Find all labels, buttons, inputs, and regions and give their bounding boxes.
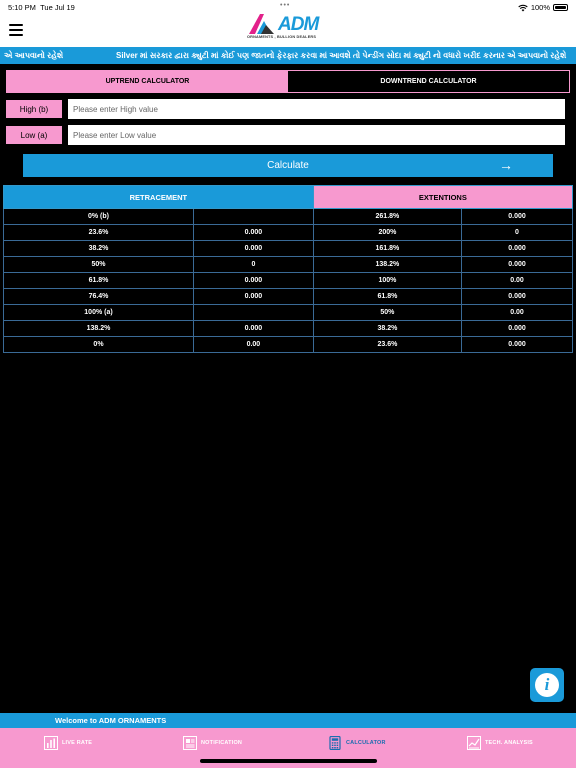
multitasking-dots[interactable]: ••• <box>280 2 291 9</box>
table-row <box>4 337 573 353</box>
low-input-row <box>6 125 565 145</box>
logo-mark-icon <box>247 13 279 35</box>
battery-icon <box>553 4 568 11</box>
retracement-value: 0.000 <box>193 225 313 241</box>
battery-percent: 100% <box>530 3 550 12</box>
table-row <box>4 241 573 257</box>
low-label: Low (a) <box>6 126 62 144</box>
tech-analysis-icon <box>467 736 481 750</box>
extention-level: 61.8% <box>313 289 461 305</box>
table-row <box>4 273 573 289</box>
retracement-value: 0.000 <box>193 241 313 257</box>
nav-label-tech-analysis: TECH. ANALYSIS <box>485 740 533 746</box>
status-right <box>518 3 568 12</box>
retracement-value: 0.000 <box>193 273 313 289</box>
retracement-level: 23.6% <box>4 225 194 241</box>
wifi-icon <box>518 4 528 12</box>
fibonacci-table <box>3 185 573 353</box>
retracement-value: 0 <box>193 257 313 273</box>
retracement-level: 61.8% <box>4 273 194 289</box>
extentions-header: EXTENTIONS <box>313 186 572 209</box>
high-input[interactable] <box>68 99 565 119</box>
retracement-value: 0.000 <box>193 289 313 305</box>
extention-value: 0.000 <box>462 209 573 225</box>
retracement-level: 76.4% <box>4 289 194 305</box>
calculator-icon <box>328 736 342 750</box>
high-input-row <box>6 99 565 119</box>
marquee-left-text: એ આપવાનો રહેશે <box>4 51 64 60</box>
retracement-level: 50% <box>4 257 194 273</box>
extention-level: 261.8% <box>313 209 461 225</box>
nav-item-notification[interactable] <box>183 736 242 750</box>
retracement-value <box>193 209 313 225</box>
extention-value: 0 <box>462 225 573 241</box>
table-row <box>4 321 573 337</box>
retracement-level: 0% (b) <box>4 209 194 225</box>
notification-icon <box>183 736 197 750</box>
extention-value: 0.000 <box>462 241 573 257</box>
table-row <box>4 305 573 321</box>
retracement-header: RETRACEMENT <box>4 186 314 209</box>
tab-downtrend-calculator[interactable]: DOWNTREND CALCULATOR <box>288 71 569 92</box>
status-time: 5:10 PM Tue Jul 19 <box>8 3 75 12</box>
hamburger-menu-icon[interactable] <box>9 24 23 36</box>
bar-chart-icon <box>44 736 58 750</box>
table-row <box>4 225 573 241</box>
info-button[interactable] <box>530 668 564 702</box>
extention-level: 100% <box>313 273 461 289</box>
extention-level: 138.2% <box>313 257 461 273</box>
logo-name: ADM <box>278 14 319 35</box>
extention-level: 23.6% <box>313 337 461 353</box>
tab-uptrend-calculator[interactable]: UPTREND CALCULATOR <box>7 71 288 92</box>
extention-value: 0.000 <box>462 337 573 353</box>
nav-label-notification: NOTIFICATION <box>201 740 243 746</box>
extention-level: 200% <box>313 225 461 241</box>
extention-value: 0.00 <box>462 305 573 321</box>
retracement-level: 138.2% <box>4 321 194 337</box>
table-row <box>4 209 573 225</box>
extention-value: 0.000 <box>462 321 573 337</box>
adm-logo <box>245 13 335 43</box>
table-row <box>4 257 573 273</box>
extention-value: 0.00 <box>462 273 573 289</box>
logo-tagline: ORNAMENTS , BULLION DEALERS <box>247 35 317 39</box>
high-label: High (b) <box>6 100 62 118</box>
nav-item-live-rate[interactable] <box>44 736 92 750</box>
notice-marquee <box>0 47 576 64</box>
extention-level: 50% <box>313 305 461 321</box>
nav-item-calculator[interactable] <box>328 736 386 750</box>
nav-label-calculator: CALCULATOR <box>346 740 386 746</box>
nav-label-live-rate: LIVE RATE <box>62 740 93 746</box>
retracement-level: 100% (a) <box>4 305 194 321</box>
retracement-level: 0% <box>4 337 194 353</box>
retracement-value: 0.000 <box>193 321 313 337</box>
extention-level: 38.2% <box>313 321 461 337</box>
low-input[interactable] <box>68 125 565 145</box>
extention-level: 161.8% <box>313 241 461 257</box>
retracement-value: 0.00 <box>193 337 313 353</box>
welcome-banner: Welcome to ADM ORNAMENTS <box>0 713 576 728</box>
table-row <box>4 289 573 305</box>
extention-value: 0.000 <box>462 289 573 305</box>
calculate-label: Calculate <box>267 160 309 171</box>
retracement-level: 38.2% <box>4 241 194 257</box>
nav-item-tech-analysis[interactable] <box>467 736 533 750</box>
arrow-right-icon: → <box>499 157 513 173</box>
retracement-value <box>193 305 313 321</box>
calculate-button[interactable] <box>23 154 553 177</box>
info-icon: i <box>535 673 559 697</box>
home-indicator[interactable] <box>200 759 377 763</box>
header-bar <box>0 0 576 47</box>
calculator-tabs <box>6 70 570 93</box>
extention-value: 0.000 <box>462 257 573 273</box>
marquee-main-text: Silver માં સરકાર દ્વારા ક્યુટી માં કોઈ પણ જાતનો ફેરફાર કરવા માં આવશે તો પેન્ડીંગ સોદા માં ક્યુટી નો વધારો ખરીદ કરનાર એ આપવાનો રહેશે <box>116 51 567 60</box>
